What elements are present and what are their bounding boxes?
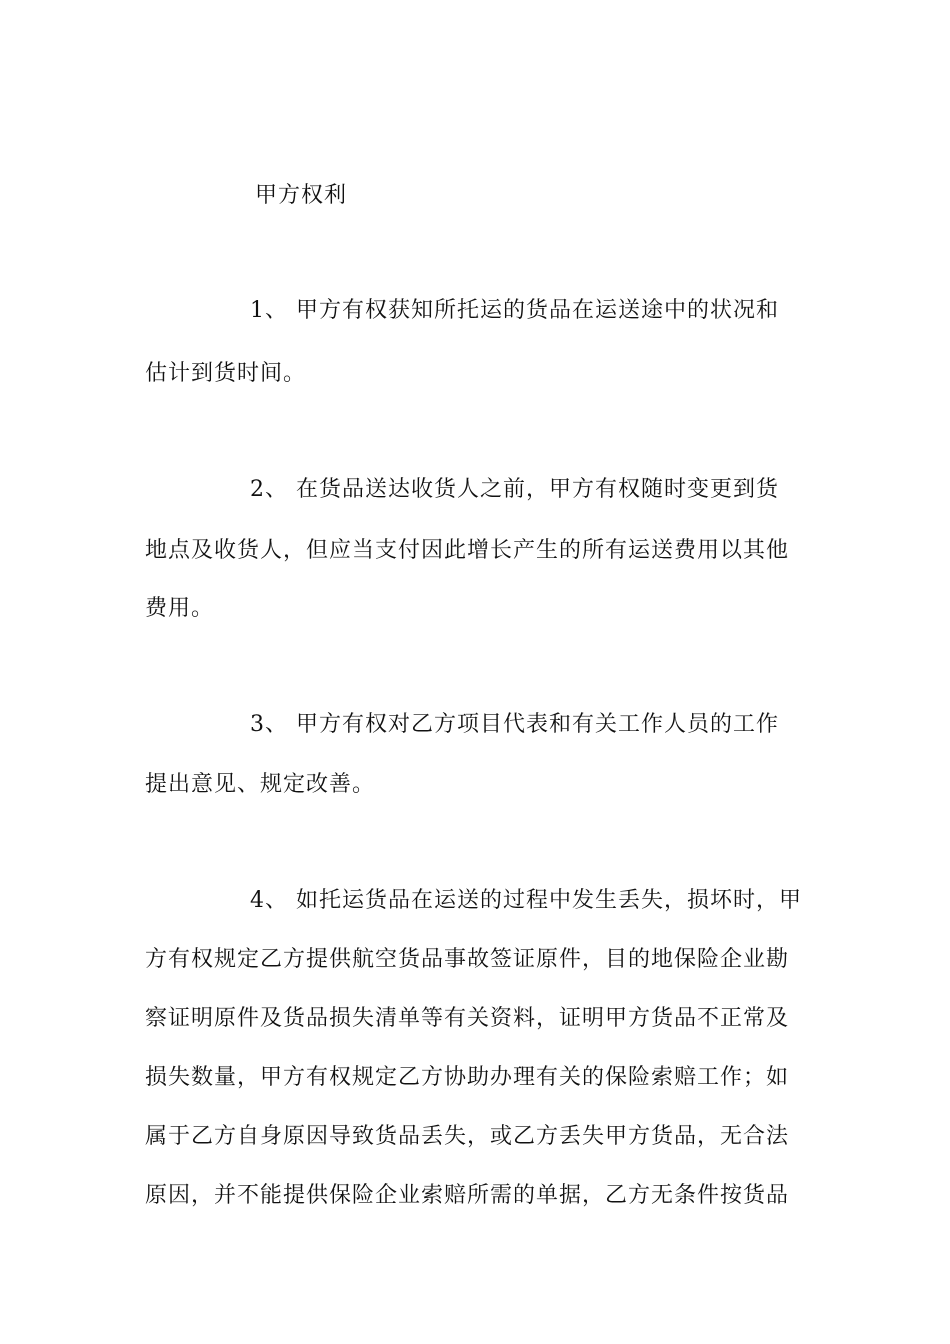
paragraph-line: 察证明原件及货品损失清单等有关资料，证明甲方货品不正常及 <box>145 1006 790 1031</box>
paragraph-line: 提出意见、规定改善。 <box>145 772 376 797</box>
paragraph-line: 费用。 <box>145 596 215 621</box>
paragraph-line: 属于乙方自身原因导致货品丢失，或乙方丢失甲方货品，无合法 <box>145 1124 790 1149</box>
paragraph-line: 1、 甲方有权获知所托运的货品在运送途中的状况和 <box>250 298 779 323</box>
paragraph-line: 3、 甲方有权对乙方项目代表和有关工作人员的工作 <box>250 712 779 737</box>
paragraph-line: 原因，并不能提供保险企业索赔所需的单据，乙方无条件按货品 <box>145 1183 790 1208</box>
paragraph-line: 估计到货时间。 <box>145 361 307 386</box>
paragraph-line: 地点及收货人，但应当支付因此增长产生的所有运送费用以其他 <box>145 538 790 563</box>
section-heading: 甲方权利 <box>255 183 348 208</box>
paragraph-line: 4、 如托运货品在运送的过程中发生丢失，损坏时，甲 <box>250 888 802 913</box>
paragraph-line: 方有权规定乙方提供航空货品事故签证原件，目的地保险企业勘 <box>145 947 790 972</box>
paragraph-line: 2、 在货品送达收货人之前，甲方有权随时变更到货 <box>250 477 779 502</box>
paragraph-line: 损失数量，甲方有权规定乙方协助办理有关的保险索赔工作；如 <box>145 1065 790 1090</box>
